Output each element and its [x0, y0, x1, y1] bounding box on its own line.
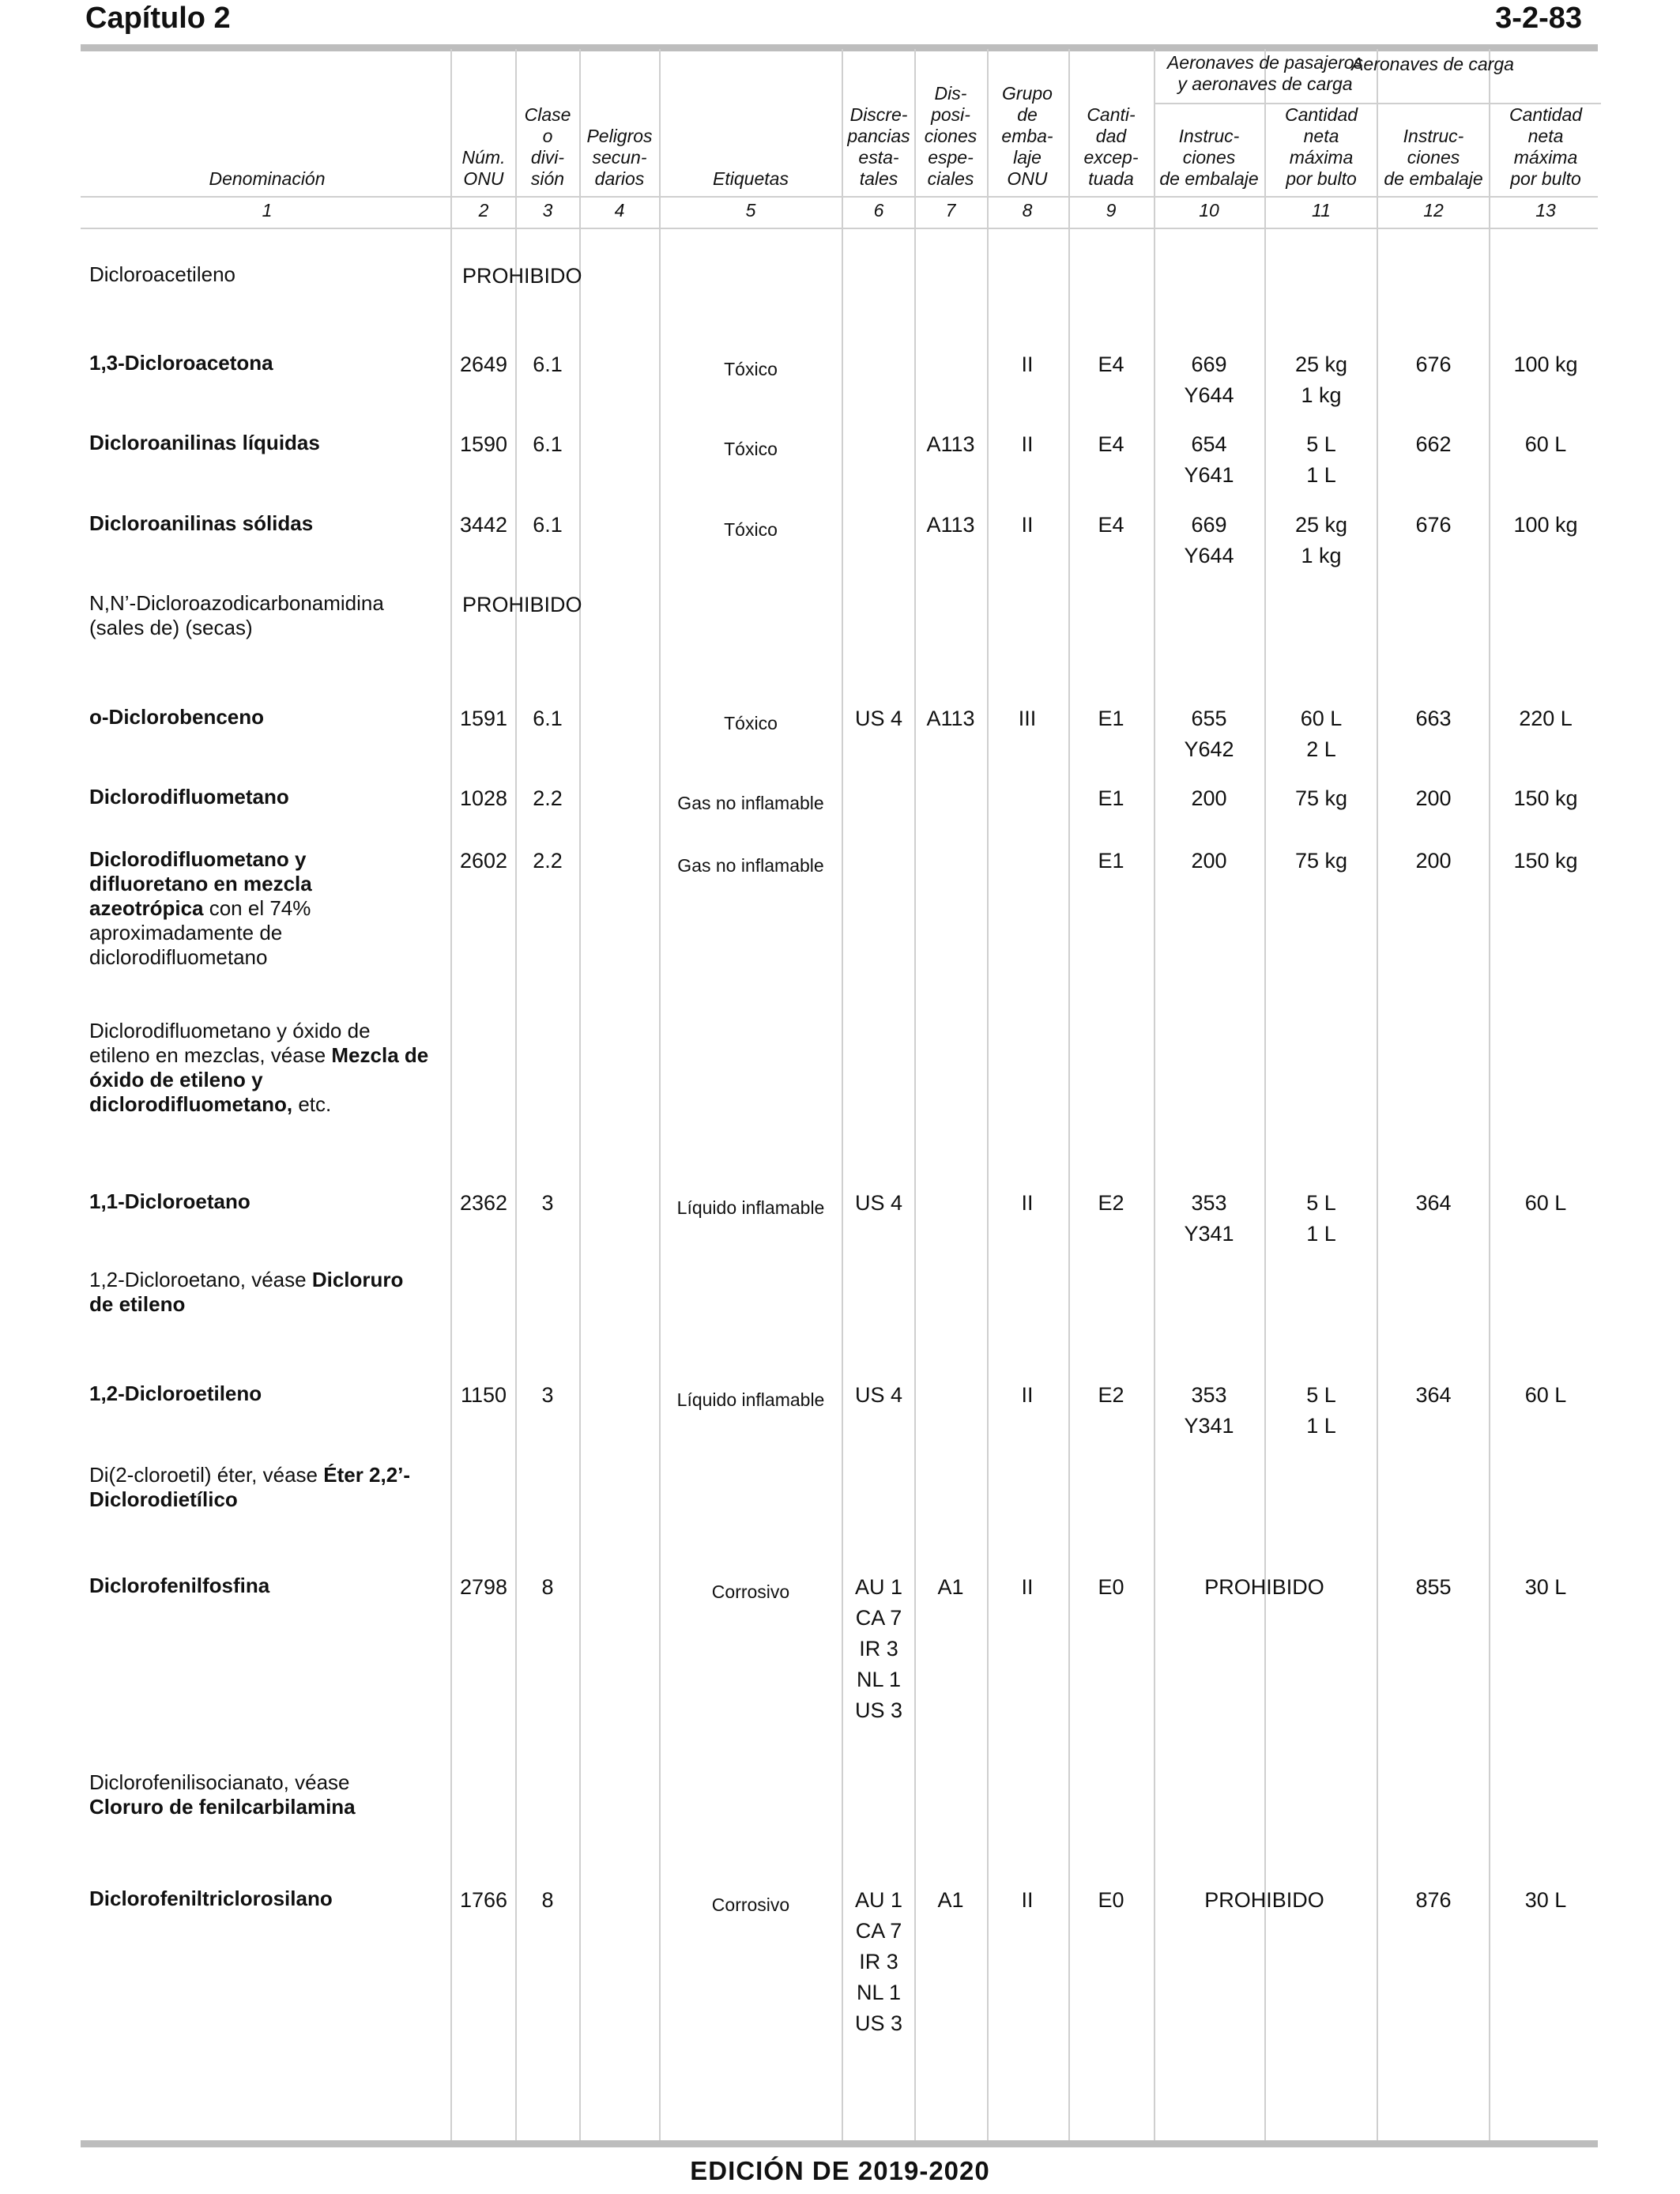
column-header-line: ciales — [927, 168, 974, 189]
column-divider — [450, 49, 452, 2140]
max-quantity-cargo: 30 L — [1524, 1888, 1567, 1912]
class-division: 3 — [541, 1383, 554, 1407]
name-text: Di(2-cloroetil) éter, véase — [89, 1463, 324, 1487]
column-number: 4 — [614, 200, 625, 221]
column-header-line: tales — [859, 168, 898, 189]
state-variations — [855, 1188, 902, 1219]
name-bold-text: Diclorodifluometano y difluoretano en mezcla azeotrópica — [89, 847, 312, 920]
column-header-line: Dis- — [934, 83, 967, 104]
state-variations-line: NL 1 — [856, 1668, 902, 1691]
column-divider — [1489, 49, 1490, 2140]
top-rule — [81, 44, 1598, 51]
un-number: 2362 — [459, 1191, 508, 1215]
column-header-grupo-embalaje — [1001, 83, 1053, 190]
substance-name — [89, 1268, 429, 1317]
special-provisions: A113 — [926, 432, 975, 456]
packing-instruction-passenger-line: 353 — [1191, 1383, 1227, 1407]
column-header-line: sión — [530, 168, 565, 189]
excepted-quantity: E4 — [1098, 352, 1124, 376]
packing-instruction-cargo: 855 — [1415, 1575, 1452, 1599]
packing-instruction-passenger-line: Y641 — [1184, 463, 1234, 487]
column-header-line: dad — [1095, 126, 1127, 146]
column-header-carga-group — [1351, 54, 1514, 75]
packing-instruction-passenger — [1184, 1380, 1234, 1442]
column-header-line: pancias — [847, 126, 910, 146]
un-number: 2649 — [459, 352, 508, 376]
column-number: 10 — [1199, 200, 1219, 221]
column-header-line: Canti- — [1087, 104, 1136, 125]
column-header-line: divi- — [530, 147, 565, 168]
state-variations — [855, 1572, 902, 1726]
column-header-line: Aeronaves de pasajeros — [1166, 52, 1364, 73]
name-text: Diclorodifluometano y óxido de etileno en mezclas, véase — [89, 1019, 371, 1067]
un-number: 1150 — [460, 1383, 507, 1407]
packing-group: II — [1021, 1888, 1034, 1912]
max-quantity-passenger-line: 75 kg — [1294, 786, 1348, 810]
un-number: 2602 — [459, 849, 508, 873]
column-number: 13 — [1535, 200, 1556, 221]
column-header-line: neta — [1303, 126, 1339, 146]
column-header-line: ONU — [463, 168, 504, 189]
column-header-line: espe- — [928, 147, 974, 168]
state-variations-line: IR 3 — [859, 1637, 898, 1661]
column-header-line: posi- — [931, 104, 970, 125]
hazard-label: Tóxico — [724, 359, 778, 379]
column-header-line: o — [542, 126, 553, 146]
state-variations — [855, 1380, 902, 1411]
substance-name — [89, 1770, 429, 1819]
state-variations-line: AU 1 — [854, 1575, 903, 1599]
bottom-rule — [81, 2140, 1598, 2147]
state-variations-line: IR 3 — [859, 1950, 898, 1973]
column-header-line: Etiquetas — [713, 168, 789, 189]
state-variations — [855, 1885, 902, 2039]
packing-instruction-passenger-line: 669 — [1191, 352, 1227, 376]
hazard-label: Líquido inflamable — [676, 1197, 825, 1218]
column-header-line: Instruc- — [1403, 126, 1464, 146]
special-provisions: A1 — [937, 1575, 964, 1599]
max-quantity-passenger — [1306, 1188, 1336, 1250]
un-number: 1766 — [459, 1888, 508, 1912]
packing-instruction-cargo: 364 — [1415, 1191, 1452, 1215]
max-quantity-passenger — [1295, 349, 1347, 411]
max-quantity-passenger-line: 1 L — [1306, 1222, 1336, 1246]
packing-instruction-passenger — [1191, 783, 1226, 814]
substance-name: Dicloroanilinas sólidas — [89, 511, 314, 535]
class-division: 8 — [541, 1888, 554, 1912]
max-quantity-passenger-line: 5 L — [1306, 1191, 1336, 1215]
column-header-line: emba- — [1001, 126, 1053, 146]
column-divider — [1264, 49, 1266, 2140]
name-bold-text: Éter 2,2’-Diclorodietílico — [89, 1463, 411, 1511]
substance-name: N,N’-Dicloroazodicarbonamidina (sales de) (secas) — [89, 591, 384, 639]
state-variations-line: NL 1 — [856, 1981, 902, 2004]
column-header-clase — [525, 104, 571, 190]
name-text: con el 74% aproximadamente de diclorodifluometano — [89, 896, 311, 969]
packing-instruction-passenger — [1184, 349, 1234, 411]
state-variations-line: US 3 — [854, 1698, 903, 1722]
packing-instruction-passenger-line: 669 — [1191, 513, 1227, 537]
column-divider — [987, 49, 989, 2140]
packing-group: II — [1021, 1191, 1034, 1215]
un-number: 1591 — [459, 707, 508, 730]
substance-name — [89, 1019, 429, 1117]
column-header-line: máxima — [1289, 147, 1354, 168]
packing-instruction-cargo: 364 — [1415, 1383, 1452, 1407]
packing-instruction-cargo: 676 — [1415, 352, 1452, 376]
excepted-quantity: E1 — [1098, 849, 1124, 873]
substance-name: Dicloroacetileno — [89, 262, 235, 286]
max-quantity-passenger-line: 1 kg — [1301, 383, 1342, 407]
state-variations-line: CA 7 — [855, 1919, 902, 1943]
column-header-line: Discre- — [849, 104, 908, 125]
column-divider — [1068, 49, 1070, 2140]
column-header-cantidad-exceptuada — [1083, 104, 1138, 190]
column-header-line: de — [1017, 104, 1038, 125]
column-header-cantidad-pasajeros — [1285, 104, 1358, 190]
chapter-title: Capítulo 2 — [85, 2, 231, 35]
column-divider — [914, 49, 916, 2140]
max-quantity-passenger-line: 1 L — [1306, 1414, 1336, 1438]
max-quantity-passenger-line: 2 L — [1306, 737, 1336, 761]
packing-group: III — [1018, 707, 1037, 730]
max-quantity-cargo: 150 kg — [1513, 786, 1578, 810]
max-quantity-cargo: 100 kg — [1513, 352, 1578, 376]
excepted-quantity: E4 — [1098, 432, 1124, 456]
column-header-line: ciones — [1407, 147, 1460, 168]
column-header-line: Cantidad — [1509, 104, 1583, 125]
column-header-line: Denominación — [209, 168, 326, 189]
column-header-denominacion — [209, 168, 325, 190]
column-header-line: máxima — [1513, 147, 1578, 168]
name-text: Diclorofenilisocianato, véase — [89, 1770, 350, 1794]
packing-instruction-passenger — [1184, 429, 1234, 491]
packing-instruction-passenger-line: Y341 — [1184, 1222, 1234, 1246]
packing-instruction-passenger-line: 654 — [1191, 432, 1227, 456]
name-bold-text: Dicloruro de etileno — [89, 1268, 404, 1316]
column-header-line: secun- — [592, 147, 647, 168]
packing-instruction-cargo: 663 — [1415, 707, 1452, 730]
state-variations-line: AU 1 — [854, 1888, 903, 1912]
column-header-pasajeros-group — [1167, 52, 1363, 95]
hazard-label: Gas no inflamable — [677, 855, 824, 876]
column-header-line: neta — [1527, 126, 1564, 146]
max-quantity-passenger-line: 1 L — [1306, 463, 1336, 487]
packing-instruction-passenger-line: 200 — [1191, 786, 1227, 810]
class-division: 8 — [541, 1575, 554, 1599]
hazard-label: Tóxico — [724, 519, 778, 540]
hazard-label: Corrosivo — [711, 1894, 790, 1915]
column-header-line: por bulto — [1510, 168, 1581, 189]
column-number: 1 — [262, 200, 273, 221]
header-divider — [81, 228, 1598, 229]
max-quantity-passenger — [1306, 429, 1336, 491]
state-variations-line: US 4 — [854, 1383, 903, 1407]
packing-group: II — [1021, 513, 1034, 537]
special-provisions: A113 — [926, 513, 975, 537]
header-divider — [81, 196, 1598, 198]
passenger-prohibited: PROHIBIDO — [1204, 1888, 1324, 1912]
name-text: 1,2-Dicloroetano, véase — [89, 1268, 312, 1291]
excepted-quantity: E4 — [1098, 513, 1124, 537]
column-divider — [1377, 49, 1378, 2140]
column-header-line: darios — [594, 168, 645, 189]
max-quantity-passenger — [1301, 703, 1343, 765]
column-divider — [579, 49, 581, 2140]
class-division: 6.1 — [533, 432, 563, 456]
name-text: etc. — [292, 1092, 332, 1116]
max-quantity-cargo: 220 L — [1519, 707, 1573, 730]
packing-group: II — [1021, 352, 1034, 376]
max-quantity-cargo: 60 L — [1524, 1191, 1567, 1215]
substance-name: Diclorofenilfosfina — [89, 1574, 270, 1597]
substance-name: 1,3-Dicloroacetona — [89, 351, 273, 375]
substance-name — [89, 847, 429, 970]
special-provisions: A113 — [926, 707, 975, 730]
column-header-line: ciones — [924, 126, 977, 146]
class-division: 2.2 — [533, 849, 563, 873]
column-header-line: excep- — [1083, 147, 1139, 168]
class-division: 6.1 — [533, 513, 563, 537]
substance-name: Dicloroanilinas líquidas — [89, 431, 320, 454]
column-header-disposiciones — [925, 83, 977, 190]
un-number: 2798 — [459, 1575, 508, 1599]
column-header-line: de embalaje — [1384, 168, 1483, 189]
substance-name: Diclorodifluometano — [89, 785, 289, 809]
max-quantity-cargo: 60 L — [1524, 1383, 1567, 1407]
column-number: 11 — [1312, 200, 1331, 221]
column-header-line: laje — [1013, 147, 1042, 168]
column-header-discrepancias — [847, 104, 910, 190]
packing-group: II — [1021, 1383, 1034, 1407]
packing-group: II — [1021, 432, 1034, 456]
column-header-line: Clase — [524, 104, 571, 125]
page-number: 3-2-83 — [1495, 2, 1582, 35]
column-divider — [842, 49, 843, 2140]
excepted-quantity: E0 — [1098, 1575, 1124, 1599]
state-variations — [855, 703, 902, 734]
packing-instruction-cargo: 200 — [1415, 849, 1452, 873]
substance-name — [89, 1463, 429, 1512]
packing-instruction-passenger — [1184, 703, 1234, 765]
prohibited-text: PROHIBIDO — [462, 264, 582, 288]
un-number: 3442 — [459, 513, 508, 537]
packing-instruction-cargo: 662 — [1415, 432, 1452, 456]
max-quantity-passenger-line: 75 kg — [1294, 849, 1348, 873]
excepted-quantity: E0 — [1098, 1888, 1124, 1912]
name-bold-text: Mezcla de óxido de etileno y diclorodifluometano, — [89, 1043, 429, 1116]
class-division: 3 — [541, 1191, 554, 1215]
excepted-quantity: E2 — [1098, 1383, 1124, 1407]
packing-instruction-passenger — [1184, 1188, 1234, 1250]
column-header-instrucciones-carga — [1384, 126, 1482, 190]
max-quantity-passenger-line: 5 L — [1306, 1383, 1336, 1407]
column-header-line: ONU — [1007, 168, 1048, 189]
packing-instruction-passenger-line: 655 — [1191, 707, 1227, 730]
hazard-label: Corrosivo — [711, 1581, 790, 1602]
substance-name: 1,2-Dicloroetileno — [89, 1382, 262, 1405]
column-divider — [659, 49, 661, 2140]
substance-name: o-Diclorobenceno — [89, 705, 265, 729]
column-header-line: Cantidad — [1284, 104, 1358, 125]
column-header-line: Peligros — [586, 126, 653, 146]
column-divider — [515, 49, 517, 2140]
column-number: 6 — [873, 200, 884, 221]
packing-instruction-cargo: 876 — [1415, 1888, 1452, 1912]
packing-instruction-passenger-line: Y644 — [1184, 383, 1234, 407]
passenger-prohibited: PROHIBIDO — [1204, 1575, 1324, 1599]
excepted-quantity: E2 — [1098, 1191, 1124, 1215]
name-bold-text: Cloruro de fenilcarbilamina — [89, 1795, 356, 1819]
max-quantity-passenger-line: 60 L — [1300, 707, 1343, 730]
substance-name: Diclorofeniltriclorosilano — [89, 1887, 333, 1910]
state-variations-line: US 3 — [854, 2011, 903, 2035]
column-header-line: ciones — [1182, 147, 1236, 168]
column-number: 5 — [745, 200, 756, 221]
column-header-peligros — [586, 126, 652, 190]
column-number: 7 — [945, 200, 956, 221]
max-quantity-passenger-line: 1 kg — [1301, 544, 1342, 567]
column-header-etiquetas — [713, 168, 789, 190]
column-header-line: de embalaje — [1159, 168, 1259, 189]
packing-group: II — [1021, 1575, 1034, 1599]
packing-instruction-passenger-line: 353 — [1191, 1191, 1227, 1215]
state-variations-line: US 4 — [854, 707, 903, 730]
column-header-line: Aeronaves de carga — [1351, 54, 1514, 74]
max-quantity-cargo: 30 L — [1524, 1575, 1567, 1599]
packing-instruction-passenger — [1184, 510, 1234, 571]
column-header-line: por bulto — [1286, 168, 1357, 189]
state-variations-line: US 4 — [854, 1191, 903, 1215]
hazard-label: Tóxico — [724, 439, 778, 459]
max-quantity-passenger-line: 25 kg — [1294, 513, 1348, 537]
excepted-quantity: E1 — [1098, 707, 1124, 730]
max-quantity-passenger-line: 5 L — [1306, 432, 1336, 456]
un-number: 1028 — [459, 786, 508, 810]
column-header-num-onu — [462, 147, 506, 190]
packing-instruction-passenger-line: 200 — [1191, 849, 1227, 873]
max-quantity-passenger — [1306, 1380, 1336, 1442]
prohibited-text: PROHIBIDO — [462, 593, 582, 616]
max-quantity-cargo: 150 kg — [1513, 849, 1578, 873]
packing-instruction-cargo: 200 — [1415, 786, 1452, 810]
column-header-line: Núm. — [461, 147, 506, 168]
column-header-line: y aeronaves de carga — [1177, 74, 1353, 94]
column-number: 9 — [1106, 200, 1117, 221]
column-header-line: Grupo — [1002, 83, 1053, 104]
class-division: 6.1 — [533, 707, 563, 730]
column-number: 3 — [542, 200, 553, 221]
packing-instruction-passenger-line: Y644 — [1184, 544, 1234, 567]
state-variations-line: CA 7 — [855, 1606, 902, 1630]
column-header-line: esta- — [858, 147, 899, 168]
class-division: 6.1 — [533, 352, 563, 376]
max-quantity-passenger — [1295, 510, 1347, 571]
packing-instruction-passenger — [1191, 846, 1226, 876]
column-header-instrucciones-pasajeros — [1159, 126, 1258, 190]
max-quantity-cargo: 60 L — [1524, 432, 1567, 456]
hazard-label: Gas no inflamable — [677, 793, 824, 813]
un-number: 1590 — [459, 432, 508, 456]
max-quantity-cargo: 100 kg — [1513, 513, 1578, 537]
max-quantity-passenger-line: 25 kg — [1294, 352, 1348, 376]
special-provisions: A1 — [937, 1888, 964, 1912]
column-number: 2 — [478, 200, 489, 221]
edition-footer: EDICIÓN DE 2019-2020 — [690, 2156, 990, 2185]
column-header-line: tuada — [1088, 168, 1134, 189]
max-quantity-passenger — [1295, 783, 1347, 814]
column-header-line: Instruc- — [1178, 126, 1240, 146]
column-number: 8 — [1022, 200, 1033, 221]
packing-instruction-passenger-line: Y642 — [1184, 737, 1234, 761]
column-divider — [1154, 49, 1155, 2140]
excepted-quantity: E1 — [1098, 786, 1124, 810]
substance-name: 1,1-Dicloroetano — [89, 1189, 250, 1213]
packing-instruction-passenger-line: Y341 — [1184, 1414, 1234, 1438]
hazard-label: Tóxico — [724, 713, 778, 733]
column-header-cantidad-carga — [1509, 104, 1582, 190]
hazard-label: Líquido inflamable — [676, 1389, 825, 1410]
column-number: 12 — [1423, 200, 1444, 221]
class-division: 2.2 — [533, 786, 563, 810]
packing-instruction-cargo: 676 — [1415, 513, 1452, 537]
max-quantity-passenger — [1295, 846, 1347, 876]
